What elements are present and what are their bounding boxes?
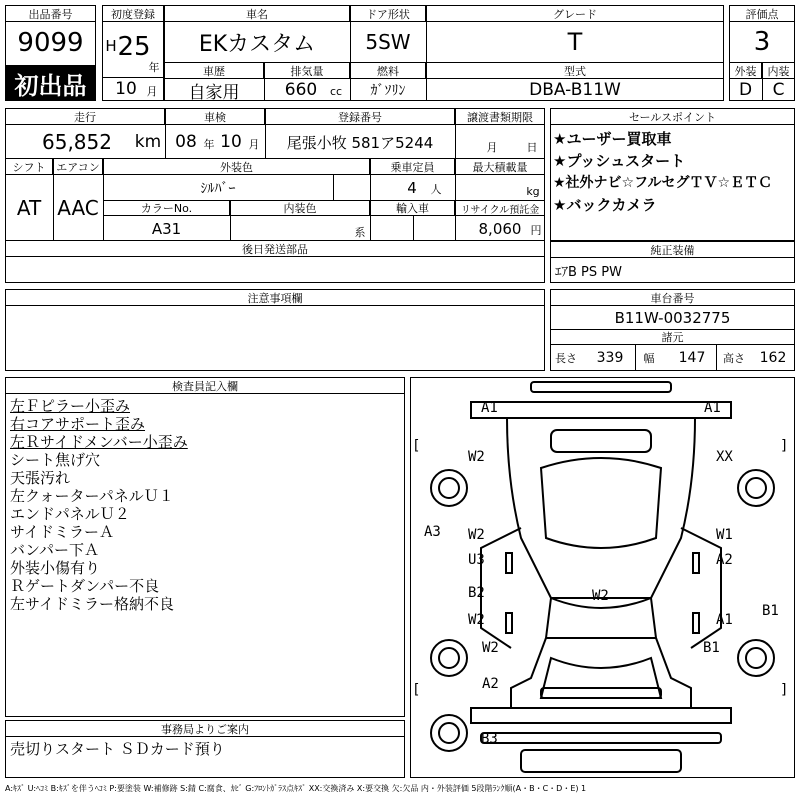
score-header: 評価点 [729,5,795,22]
grade: T [567,28,583,56]
inspector-line-4: シート焦げ穴 [10,451,101,469]
equipment-header: 純正装備 [550,241,795,258]
width-label: 幅 [643,352,655,365]
year-unit: 年 [148,61,160,74]
car-outline-icon [411,378,794,777]
later-parts-header: 後日発送部品 [5,240,545,257]
first-listing-badge: 初出品 [5,65,96,101]
diagram-label-left-quarter: W2 [482,640,499,656]
sales-point-2: ★プッシュスタート [553,152,686,170]
damage-diagram [410,377,795,778]
inspector-line-11: Ｒゲートダンパー不良 [10,577,160,595]
diagram-label-roof: W2 [592,588,609,604]
inspector-header: 検査員記入欄 [5,377,405,394]
registration-month: 10 [115,79,137,99]
diagram-label-front-left: A1 [481,400,498,416]
dims-header: 諸元 [550,329,795,345]
inspector-line-9: バンパー下Ａ [10,541,99,559]
capacity-unit: 人 [430,183,442,196]
inspection-month: 10 [220,132,242,152]
fuel-type: ｶﾞｿﾘﾝ [370,83,406,99]
plate-header: 登録番号 [265,108,455,125]
recycle-header: リサイクル預託金 [455,200,545,216]
inspection-month-unit: 月 [248,138,260,151]
inspector-line-3: 左Ｒサイドメンバー小歪み [10,433,188,451]
diagram-label-left-front-door-upper: W2 [468,527,485,543]
length-label: 長さ [555,352,577,365]
height-value: 162 [759,350,787,366]
equipment-value: ｴｱB PS PW [555,265,622,280]
bracket-right-front-close: ] [780,438,789,454]
mileage-unit: km [134,132,162,152]
inspector-line-1: 左Ｆピラー小歪み [10,397,131,415]
displacement: 660 [284,80,318,100]
office-header: 事務局よりご案内 [5,720,405,737]
cc-unit: cc [329,84,343,98]
diagram-label-right-quarter: B1 [703,640,720,656]
transfer-header: 譲渡書類期限 [455,108,545,125]
lot-number: 9099 [17,28,84,58]
import-header: 輸入車 [370,200,455,216]
overall-score: 3 [753,27,771,57]
diagram-label-left-side: A3 [424,524,441,540]
length-value: 339 [596,350,624,366]
inspection-year-unit: 年 [203,138,215,151]
width-value: 147 [678,350,706,366]
diagram-label-right-side: B1 [762,603,779,619]
grade-header: グレード [426,5,724,22]
model-header: 型式 [426,62,724,79]
diagram-label-right-front-door-lower: A2 [716,552,733,568]
inspector-line-10: 外装小傷有り [10,559,101,577]
capacity-header: 乗車定員 [370,158,455,175]
shift-header: シフト [5,158,53,175]
recycle-unit: 円 [530,224,542,237]
interior-header: 内装 [762,62,795,79]
transfer-month: 月 [486,141,498,154]
interior-color-unit: 系 [354,226,366,239]
exterior-grade: D [738,80,753,100]
inspector-line-7: エンドパネルＵ２ [10,505,130,523]
diagram-label-rear-left: A2 [482,676,499,692]
sales-point-1: ★ユーザー買取車 [553,130,672,148]
month-unit: 月 [146,85,158,98]
car-name-header: 車名 [164,5,350,22]
sales-point-4: ★バックカメラ [553,196,657,214]
shift-value: AT [16,196,42,220]
car-name: EKカスタム [198,31,316,57]
plate-number: 尾張小牧 581ア5244 [286,133,434,152]
door-shape: 5SW [365,30,411,54]
recycle-fee: 8,060 [478,219,522,238]
inspector-line-12: 左サイドミラー格納不良 [10,595,174,613]
exterior-header: 外装 [729,62,762,79]
diagram-label-left-front-door-lower: U3 [468,552,485,568]
ac-header: エアコン [53,158,103,175]
bracket-left-front-open: [ [412,438,421,454]
mileage: 65,852 [42,130,112,154]
exterior-color: ｼﾙﾊﾞｰ [200,181,236,197]
office-note: 売切りスタート ＳＤカード預り [10,740,225,758]
model-code: DBA-B11W [529,80,621,100]
inspection-header: 車検 [165,108,265,125]
height-label: 高さ [723,352,745,365]
car-history: 自家用 [188,82,240,101]
inspector-line-2: 右コアサポート歪み [10,415,146,433]
diagram-label-left-fender: W2 [468,449,485,465]
inspector-line-5: 天張汚れ [10,469,71,487]
era-letter: H [105,37,117,55]
diagram-label-left-rear-door-upper: B2 [468,585,485,601]
capacity: 4 [407,179,417,197]
transfer-day: 日 [526,141,538,154]
diagram-label-front-right: A1 [704,400,721,416]
history-header: 車歴 [164,62,264,79]
registration-header: 初度登録 [102,5,164,22]
chassis-header: 車台番号 [550,289,795,306]
load-unit: kg [526,184,540,198]
inspection-year: 08 [175,132,197,152]
bracket-left-rear-open: [ [412,682,421,698]
door-header: ドア形状 [350,5,426,22]
mileage-header: 走行 [5,108,165,125]
bracket-right-rear-close: ] [780,682,789,698]
color-number: A31 [151,219,182,238]
lot-header: 出品番号 [5,5,96,22]
diagram-label-right-fender: XX [716,449,733,465]
cc-header: 排気量 [264,62,350,79]
interior-grade: C [772,80,785,100]
color-no-header: カラーNo. [103,200,230,216]
interior-color-header: 内装色 [230,200,370,216]
diagram-label-rear-bumper: B3 [481,731,498,747]
chassis-number: B11W-0032775 [614,309,731,327]
sales-points-header: セールスポイント [550,108,795,125]
fuel-header: 燃料 [350,62,426,79]
legend-text: A:ｷｽﾞ U:ﾍｺﾐ B:ｷｽﾞを伴うﾍｺﾐ P:要塗装 W:補修跡 S:錆 C:腐食、ｶﾋﾞ G:ﾌﾛﾝﾄｶﾞﾗｽ点ｷｽﾞ XX:交換済み X:要交換 欠:欠品 内・外装評価 5段階ﾗﾝｸ順(A・B・C・D・E) 1 [5,784,587,793]
registration-year: 25 [117,32,151,62]
inspector-line-8: サイドミラーＡ [10,523,114,541]
ac-value: AAC [57,196,99,220]
caution-header: 注意事項欄 [5,289,545,306]
load-header: 最大積載量 [455,158,545,175]
diagram-label-left-rear-door-lower: W2 [468,612,485,628]
diagram-label-right-rear-door: A1 [716,612,733,628]
sales-point-3: ★社外ナビ☆フルセグＴＶ☆ＥＴＣ [553,175,773,191]
diagram-label-right-front-door-upper: W1 [716,527,733,543]
color-header: 外装色 [103,158,370,175]
inspector-line-6: 左クォーターパネルＵ１ [10,487,174,505]
